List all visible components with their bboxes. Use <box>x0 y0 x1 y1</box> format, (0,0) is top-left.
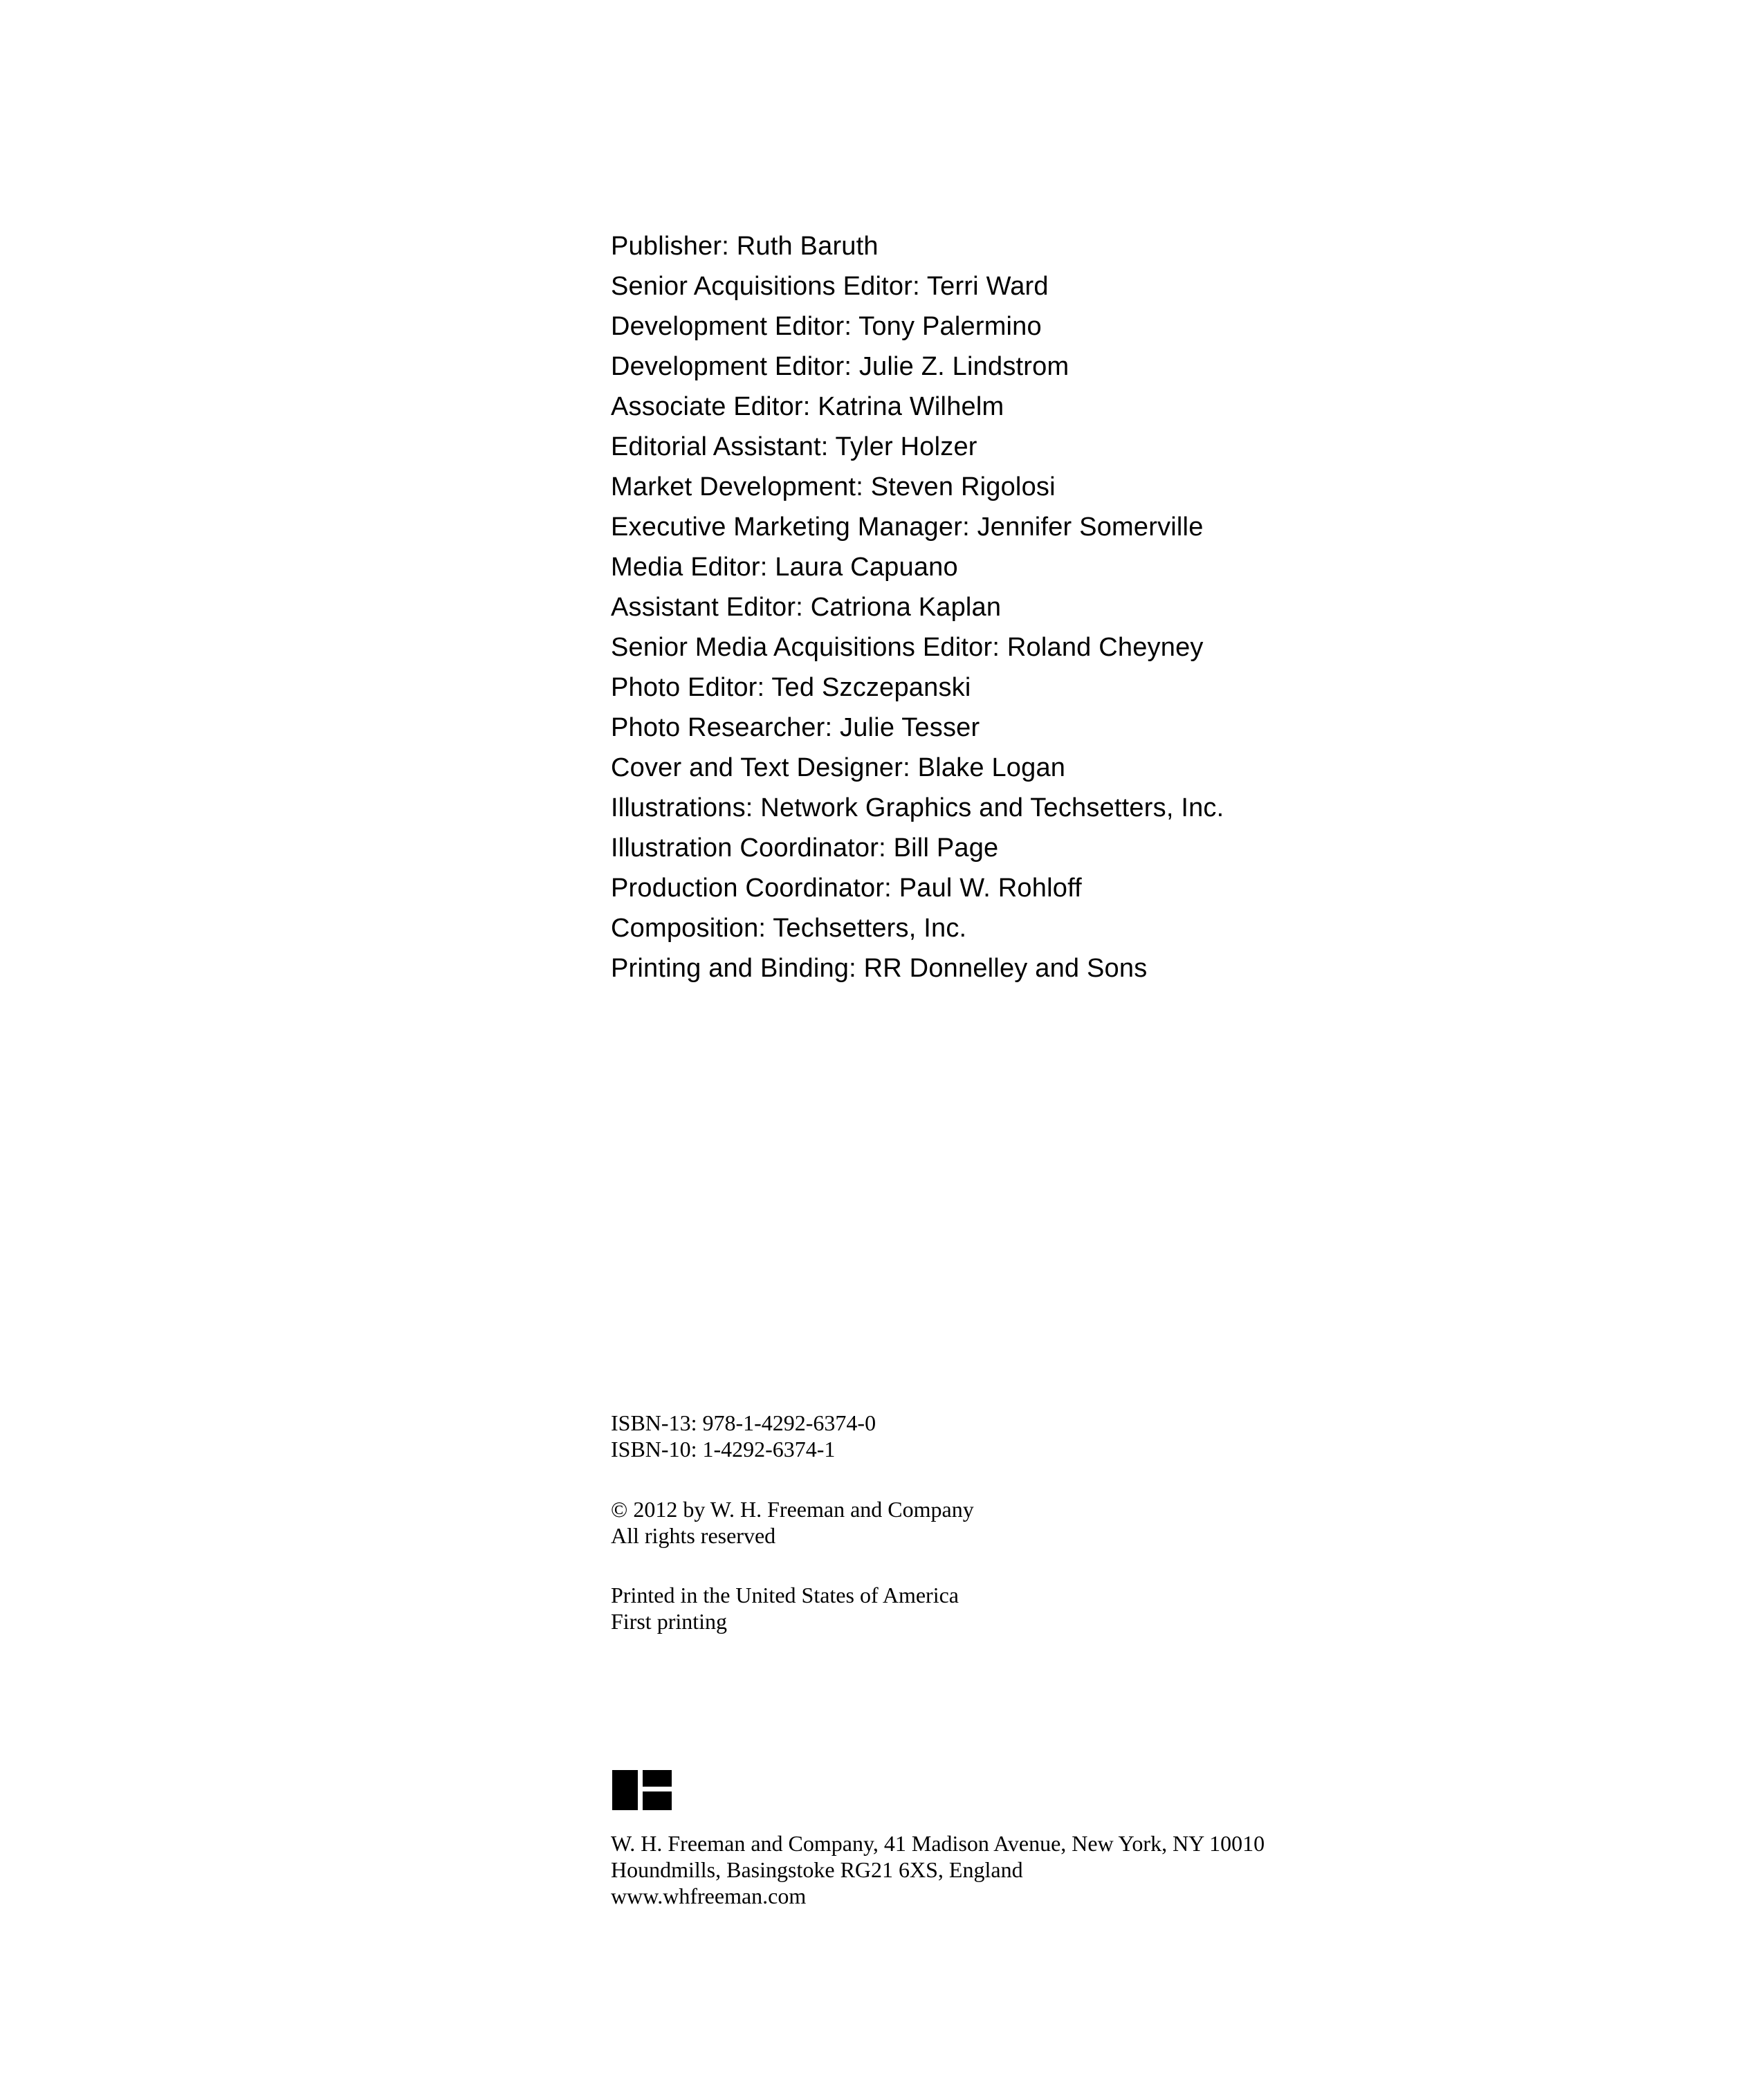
credit-line: Composition: Techsetters, Inc. <box>611 914 967 943</box>
credit-line: Cover and Text Designer: Blake Logan <box>611 753 1066 782</box>
isbn-block <box>611 1410 876 1462</box>
credit-line: Assistant Editor: Catriona Kaplan <box>611 593 1002 622</box>
credit-line: Illustrations: Network Graphics and Techsetters, Inc. <box>611 793 1224 822</box>
address-line-new-york: W. H. Freeman and Company, 41 Madison Avenue, New York, NY 10010 <box>611 1831 1265 1856</box>
credit-line: Illustration Coordinator: Bill Page <box>611 833 999 863</box>
credit-line: Senior Acquisitions Editor: Terri Ward <box>611 272 1049 301</box>
copyright-block <box>611 1496 974 1549</box>
credit-line: Production Coordinator: Paul W. Rohloff <box>611 874 1082 903</box>
credit-line: Senior Media Acquisitions Editor: Roland Cheyney <box>611 633 1204 662</box>
credit-line: Development Editor: Tony Palermino <box>611 312 1042 341</box>
credit-line: Market Development: Steven Rigolosi <box>611 472 1056 501</box>
credit-line: Associate Editor: Katrina Wilhelm <box>611 392 1004 421</box>
isbn-10: ISBN-10: 1-4292-6374-1 <box>611 1437 836 1462</box>
credit-line: Publisher: Ruth Baruth <box>611 232 879 261</box>
credit-line: Media Editor: Laura Capuano <box>611 553 958 582</box>
address-line-england: Houndmills, Basingstoke RG21 6XS, England <box>611 1857 1023 1882</box>
logo-left-block <box>612 1770 638 1810</box>
credit-line: Photo Researcher: Julie Tesser <box>611 713 980 742</box>
credit-line: Editorial Assistant: Tyler Holzer <box>611 432 977 461</box>
credit-line: Photo Editor: Ted Szczepanski <box>611 673 971 702</box>
website-url: www.whfreeman.com <box>611 1883 807 1908</box>
logo-bottom-right-block <box>643 1791 672 1810</box>
printing-edition: First printing <box>611 1609 728 1634</box>
copyright-notice: © 2012 by W. H. Freeman and Company <box>611 1497 974 1522</box>
credit-line: Printing and Binding: RR Donnelley and Sons <box>611 954 1148 983</box>
printing-block <box>611 1582 959 1634</box>
isbn-13: ISBN-13: 978-1-4292-6374-0 <box>611 1410 876 1435</box>
rights-statement: All rights reserved <box>611 1523 776 1548</box>
credit-line: Development Editor: Julie Z. Lindstrom <box>611 352 1069 381</box>
wh-freeman-logo-icon <box>612 1770 672 1810</box>
credits-list <box>611 226 1224 988</box>
printed-country: Printed in the United States of America <box>611 1583 959 1607</box>
publisher-address <box>611 1830 1265 1909</box>
credit-line: Executive Marketing Manager: Jennifer Somerville <box>611 513 1204 542</box>
logo-top-right-block <box>643 1770 672 1787</box>
